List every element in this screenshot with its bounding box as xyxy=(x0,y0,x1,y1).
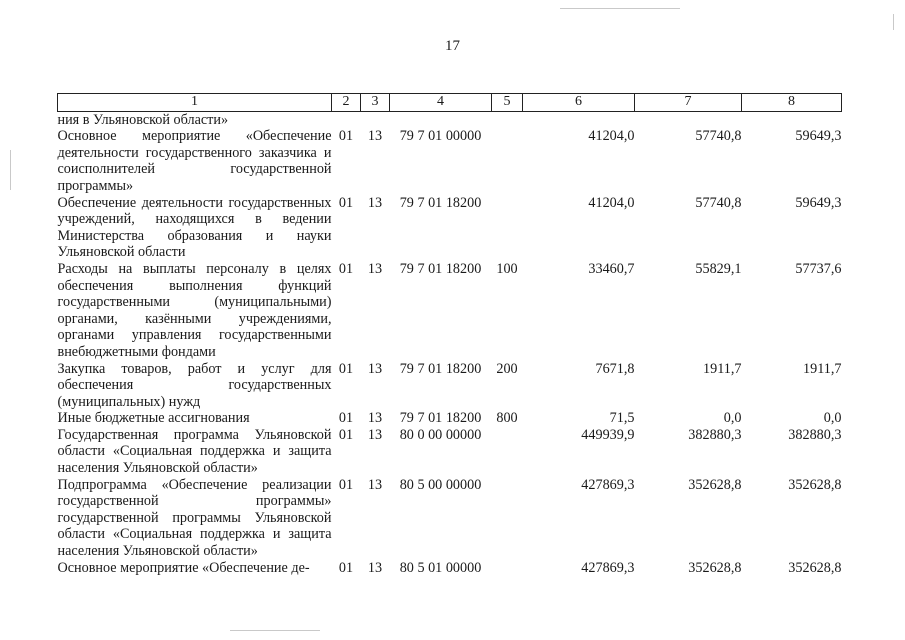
scan-artifact-top xyxy=(560,8,680,9)
table-body xyxy=(58,111,842,576)
scan-artifact-left xyxy=(10,150,11,190)
scan-artifact-bottom xyxy=(230,630,320,631)
row-amount-col-8: 0,0 xyxy=(823,410,842,427)
row-target-article-code: 79 7 01 00000 xyxy=(399,128,482,145)
row-expense-type-code xyxy=(492,427,523,477)
page-number: 17 xyxy=(445,38,460,54)
row-amount-col-6 xyxy=(523,111,635,128)
row-amount-col-7: 382880,3 xyxy=(688,426,742,443)
row-section-code: 01 xyxy=(338,426,354,443)
table-row xyxy=(58,427,842,477)
row-section-code: 01 xyxy=(338,128,354,145)
row-amount-col-6: 71,5 xyxy=(609,410,635,427)
row-amount-col-6: 41204,0 xyxy=(588,128,635,145)
row-amount-col-6: 427869,3 xyxy=(581,559,635,576)
row-description: Подпрограмма «Обеспечение реализации государственной программы» государственной программы Ульяновской области «Социальная поддержка и защита населения Ульяновской области» xyxy=(57,476,332,560)
row-subsection-code: 13 xyxy=(367,426,383,443)
row-amount-col-8: 382880,3 xyxy=(788,426,842,443)
row-amount-col-6: 427869,3 xyxy=(581,476,635,493)
row-target-article-code: 79 7 01 18200 xyxy=(399,194,482,211)
row-target-article-code: 80 5 01 00000 xyxy=(399,559,482,576)
row-amount-col-7: 1911,7 xyxy=(703,360,742,377)
row-description: Закупка товаров, работ и услуг для обеспечения государственных (муниципальных) нужд xyxy=(57,360,332,410)
table-row xyxy=(58,361,842,411)
row-expense-type-code xyxy=(492,111,523,128)
row-amount-col-6: 449939,9 xyxy=(581,426,635,443)
row-description: Иные бюджетные ассигнования xyxy=(57,410,250,427)
table-row xyxy=(58,261,842,361)
row-expense-type-code xyxy=(492,477,523,560)
column-header-6: 6 xyxy=(523,94,635,112)
row-description: Основное мероприятие «Обеспечение деятельности государственного заказчика и соисполнителей государственной программы» xyxy=(57,128,332,194)
row-target-article-code: 79 7 01 18200 xyxy=(399,410,482,427)
table-row xyxy=(58,477,842,560)
column-header-4: 4 xyxy=(390,94,492,112)
row-amount-col-8: 57737,6 xyxy=(795,260,842,277)
row-subsection-code: 13 xyxy=(367,559,383,576)
row-subsection-code: 13 xyxy=(367,260,383,277)
row-amount-col-7: 55829,1 xyxy=(695,260,742,277)
row-expense-type-code xyxy=(492,195,523,261)
row-amount-col-7: 57740,8 xyxy=(695,128,742,145)
row-subsection-code: 13 xyxy=(367,128,383,145)
table-row xyxy=(58,195,842,261)
row-subsection-code: 13 xyxy=(367,410,383,427)
row-amount-col-8: 59649,3 xyxy=(795,128,842,145)
row-target-article-code: 79 7 01 18200 xyxy=(399,360,482,377)
row-description: Государственная программа Ульяновской области «Социальная поддержка и защита населения Ульяновской области» xyxy=(57,426,332,477)
row-amount-col-8: 1911,7 xyxy=(803,360,842,377)
row-description: Обеспечение деятельности государственных учреждений, находящихся в ведении Министерства образования и науки Ульяновской области xyxy=(57,194,332,261)
row-amount-col-7: 57740,8 xyxy=(695,194,742,211)
row-target-article-code: 80 5 00 00000 xyxy=(399,476,482,493)
row-amount-col-6: 33460,7 xyxy=(588,260,635,277)
row-target-article-code xyxy=(390,111,492,128)
row-subsection-code xyxy=(361,111,390,128)
budget-table xyxy=(57,93,842,576)
row-section-code: 01 xyxy=(338,360,354,377)
column-header-3: 3 xyxy=(361,94,390,112)
row-target-article-code: 79 7 01 18200 xyxy=(399,260,482,277)
row-amount-col-6: 41204,0 xyxy=(588,194,635,211)
row-amount-col-8: 352628,8 xyxy=(788,559,842,576)
column-header-5: 5 xyxy=(492,94,523,112)
row-description: ния в Ульяновской области» xyxy=(57,111,229,128)
column-header-7: 7 xyxy=(635,94,742,112)
table-row xyxy=(58,410,842,427)
row-amount-col-7 xyxy=(635,111,742,128)
row-section-code: 01 xyxy=(338,410,354,427)
table-header-row xyxy=(58,94,842,112)
row-expense-type-code: 800 xyxy=(496,410,518,427)
row-section-code: 01 xyxy=(338,476,354,493)
table-row xyxy=(58,128,842,194)
row-description: Основное мероприятие «Обеспечение де- xyxy=(57,559,310,576)
table-row xyxy=(58,560,842,577)
row-subsection-code: 13 xyxy=(367,476,383,493)
row-section-code: 01 xyxy=(338,260,354,277)
row-amount-col-6: 7671,8 xyxy=(595,360,635,377)
row-amount-col-7: 352628,8 xyxy=(688,476,742,493)
row-amount-col-7: 352628,8 xyxy=(688,559,742,576)
row-subsection-code: 13 xyxy=(367,360,383,377)
column-header-2: 2 xyxy=(332,94,361,112)
row-section-code: 01 xyxy=(338,194,354,211)
row-expense-type-code xyxy=(492,128,523,194)
column-header-8: 8 xyxy=(742,94,842,112)
row-amount-col-8: 352628,8 xyxy=(788,476,842,493)
row-expense-type-code xyxy=(492,560,523,577)
row-amount-col-8 xyxy=(742,111,842,128)
row-target-article-code: 80 0 00 00000 xyxy=(399,426,482,443)
row-section-code: 01 xyxy=(338,559,354,576)
row-subsection-code: 13 xyxy=(367,194,383,211)
table-row xyxy=(58,111,842,128)
row-expense-type-code: 200 xyxy=(496,360,518,377)
row-expense-type-code: 100 xyxy=(496,260,518,277)
row-amount-col-8: 59649,3 xyxy=(795,194,842,211)
scan-artifact-right xyxy=(893,14,894,30)
row-section-code xyxy=(332,111,361,128)
column-header-1: 1 xyxy=(58,94,332,112)
row-amount-col-7: 0,0 xyxy=(723,410,742,427)
row-description: Расходы на выплаты персоналу в целях обеспечения выполнения функций государственными (муниципальными) органами, казёнными учреждениями, органами управления государственными внебюджетными фондами xyxy=(57,260,332,360)
